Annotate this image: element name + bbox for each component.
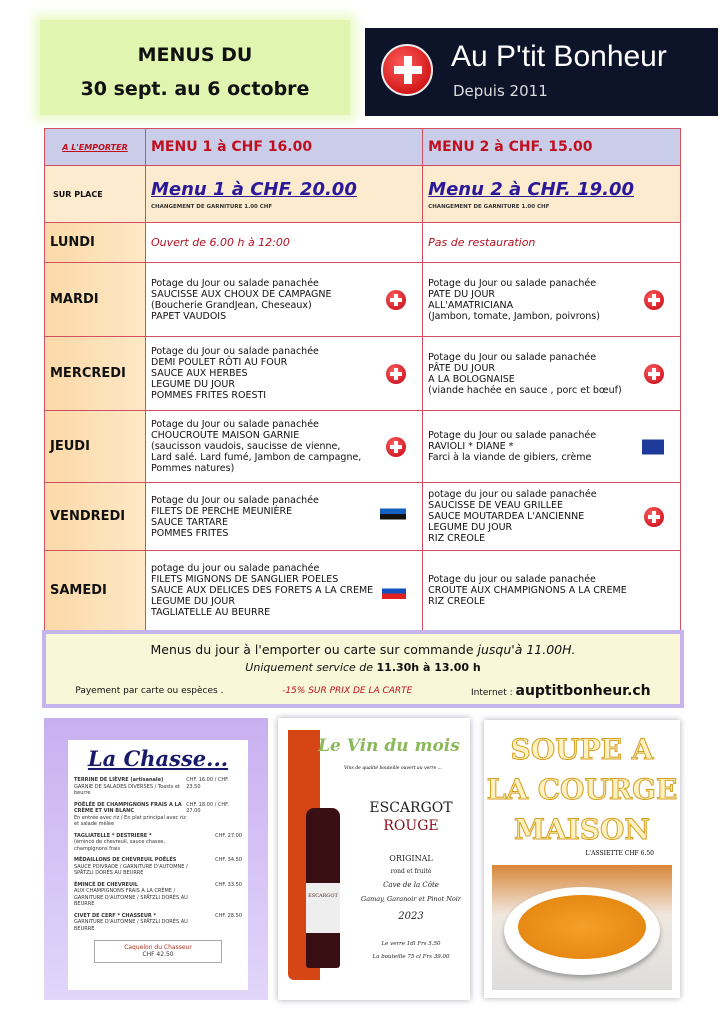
dish-line: Lard salé. Lard fumé, Jambon de campagne,: [151, 452, 362, 463]
chasse-item-name: POÊLÉE DE CHAMPIGNONS FRAIS A LA CRÈME ET VIN BLANC: [74, 801, 182, 814]
dish-line: RAVIOLI * DIANE *: [428, 441, 514, 452]
dish-line: (Boucherie GrandJean, Cheseaux): [151, 299, 312, 311]
header-dates: 30 sept. au 6 octobre: [80, 78, 310, 100]
chasse-item: [74, 802, 242, 828]
dish-line: TAGLIATELLE AU BEURRE: [151, 607, 271, 618]
menu2-cell: [423, 263, 681, 337]
day-label: VENDREDI: [45, 483, 146, 551]
garnish-change-note: CHANGEMENT DE GARNITURE 1.00 CHF: [428, 203, 550, 210]
wine-type: ORIGINAL: [389, 854, 433, 863]
menu-dates-header: [40, 20, 350, 115]
weekly-menu-table: [44, 128, 681, 631]
monday-menu1: Ouvert de 6.00 h à 12:00: [146, 223, 423, 263]
day-label: MERCREDI: [45, 337, 146, 411]
dish-line: Potage du Jour ou salade panachée: [428, 430, 597, 441]
wine-subtitle: Vins de qualité bouteille ouvert au verre ...: [344, 766, 442, 771]
chasse-item-name: TAGLIATELLE * DESTRIERE *: [74, 832, 152, 839]
dish-line: POMMES FRITES: [151, 527, 229, 539]
takeaway-menu1-price: MENU 1 à CHF 16.00: [146, 129, 423, 166]
discount-note: -15% SUR PRIX DE LA CARTE: [282, 686, 413, 696]
dish-line: SAUCISSE DE VEAU GRILLEE: [428, 500, 564, 511]
dish-line: Potage du Jour ou salade panachée: [151, 277, 319, 289]
payment-note: Payement par carte ou espèces .: [75, 686, 224, 696]
wine-name: ESCARGOT: [369, 800, 453, 816]
swiss-flag-icon: [386, 290, 406, 310]
website-link[interactable]: auptitbonheur.ch: [515, 683, 651, 699]
wine-taste: rond et fruité: [390, 868, 432, 875]
chasse-item: [74, 857, 242, 877]
service-note: Uniquement service de: [245, 661, 377, 674]
dish-line: potage du jour ou salade panachée: [428, 489, 597, 500]
dish-line: LEGUME DU JOUR: [151, 379, 235, 390]
dish-line: Potage du Jour ou salade panachée: [428, 351, 597, 363]
swiss-flag-icon: [386, 437, 406, 457]
dish-line: CROUTE AUX CHAMPIGNONS A LA CREME: [428, 585, 627, 596]
day-row: [45, 337, 681, 411]
dish-line: Pommes natures): [151, 463, 235, 474]
bottle-label: ESCARGOT: [306, 883, 340, 933]
dish-line: (Jambon, tomate, Jambon, poivrons): [428, 310, 600, 322]
day-row: [45, 551, 681, 631]
menu1-cell: [146, 411, 423, 483]
dine-in-menu1: [146, 166, 423, 223]
dish-line: (viande hachée en sauce , porc et bœuf): [428, 384, 622, 396]
dish-line: potage du jour ou salade panachée: [151, 563, 320, 574]
chasse-item-price: CHF. 34.50: [215, 857, 242, 863]
estonia-flag-icon: [380, 508, 406, 525]
wine-of-month-poster: [278, 718, 470, 1000]
dish-line: Potage du Jour ou salade panachée: [151, 494, 319, 506]
swiss-flag-icon: [644, 290, 664, 310]
dish-line: Potage du Jour ou salade panachée: [428, 277, 597, 289]
chasse-item: [74, 833, 242, 853]
swiss-cross-icon: [381, 44, 433, 96]
dine-in-menu2: [423, 166, 681, 223]
chasse-item-name: CIVET DE CERF * CHASSEUR *: [74, 912, 157, 919]
dish-line: Potage du Jour ou salade panachée: [151, 346, 319, 357]
menu2-cell: [423, 483, 681, 551]
day-row: [45, 483, 681, 551]
swiss-flag-icon: [386, 364, 406, 384]
restaurant-logo: [365, 28, 718, 116]
soup-price: L'ASSIETTE CHF 6.50: [585, 850, 654, 857]
dish-line: CHOUCROUTE MAISON GARNIE: [151, 430, 300, 441]
chasse-item: [74, 882, 242, 908]
soup-title-line: MAISON: [513, 813, 651, 846]
slovenia-flag-icon: [382, 583, 406, 599]
menu2-cell: [423, 411, 681, 483]
menu2-cell: [423, 551, 681, 631]
menu1-cell: [146, 483, 423, 551]
takeaway-note: Menus du jour à l'emporter ou carte sur commande: [150, 642, 478, 657]
menu1-cell: [146, 551, 423, 631]
dish-line: ALL'AMATRICIANA: [428, 299, 514, 311]
chasse-item: [74, 777, 242, 797]
chasse-item-price: CHF. 18.00 / CHF. 27.00: [186, 801, 229, 814]
chasse-item-price: CHF. 28.50: [215, 912, 242, 919]
chasse-item-desc: (émincé de chevreuil, sauce chasse, champignons frais: [74, 839, 165, 852]
dish-line: Farci à la viande de gibiers, crème: [428, 452, 592, 463]
dish-line: POMMES FRITES ROESTI: [151, 390, 267, 401]
wine-producer: Cave de la Côte: [383, 881, 439, 889]
dish-line: SAUCISSE AUX CHOUX DE CAMPAGNE: [151, 288, 332, 300]
chasse-item-name: ÉMINCÉ DE CHEVREUIL: [74, 881, 139, 888]
dish-line: SAUCE TARTARE: [151, 516, 228, 528]
garnish-change-note: CHANGEMENT DE GARNITURE 1.00 CHF: [151, 203, 273, 210]
soup-title-line: LA COURGE: [486, 773, 678, 806]
swiss-flag-icon: [644, 364, 664, 384]
dish-line: PATE DU JOUR: [428, 288, 496, 300]
wine-bottle-image: [306, 808, 340, 968]
wine-year: 2023: [398, 911, 424, 922]
wine-color: ROUGE: [383, 818, 439, 834]
takeaway-menu2-price: MENU 2 à CHF. 15.00: [423, 129, 681, 166]
dish-line: SAUCE MOUTARDEA L'ANCIENNE: [428, 511, 585, 522]
chasse-item: [74, 913, 242, 933]
wine-glass-price: Le verre 1dl Frs 5.50: [381, 941, 441, 947]
header-title: MENUS DU: [137, 44, 253, 66]
dish-line: SAUCE AUX DELICES DES FORETS A LA CREME: [151, 585, 374, 596]
dish-line: SAUCE AUX HERBES: [151, 368, 248, 379]
eu-flag-icon: [642, 439, 664, 454]
caquelon-price: CHF 42.50: [142, 950, 174, 958]
pumpkin-soup-poster: [484, 720, 680, 998]
dish-line: Potage du jour ou salade panachée: [428, 574, 596, 585]
dine-in-menu1-price: Menu 1 à CHF. 20.00: [151, 178, 357, 200]
info-banner: [42, 630, 684, 708]
day-row: [45, 263, 681, 337]
chasse-item-desc: GARNITURE D'AUTOMNE / SPÄTZLI DORÉS AU BEURRE: [74, 919, 188, 932]
dish-line: LEGUME DU JOUR: [151, 596, 235, 607]
wine-title: Le Vin du mois: [318, 736, 460, 756]
day-label: SAMEDI: [45, 551, 146, 631]
monday-menu2: Pas de restauration: [423, 223, 681, 263]
dine-in-menu2-price: Menu 2 à CHF. 19.00: [428, 178, 635, 200]
day-label: LUNDI: [45, 223, 146, 263]
soup-bowl-image: [492, 865, 672, 990]
menu2-cell: [423, 337, 681, 411]
internet-label: Internet :: [471, 688, 516, 698]
dish-line: DEMI POULET RÔTI AU FOUR: [151, 357, 288, 368]
dish-line: RIZ CREOLE: [428, 533, 486, 544]
service-hours: 11.30h à 13.00 h: [376, 661, 481, 674]
chasse-item-desc: AUX CHAMPIGNONS FRAIS A LA CRÈME / GARNITURE D'AUTOMNE / SPÄTZLI DORÉS AU BEURRE: [74, 888, 188, 907]
day-row: [45, 411, 681, 483]
chasse-menu-poster: [44, 718, 268, 1000]
order-deadline: jusqu'à 11.00H.: [477, 642, 576, 657]
chasse-title: La Chasse...: [87, 746, 229, 771]
menu1-cell: [146, 337, 423, 411]
swiss-flag-icon: [644, 507, 664, 527]
chasse-item-price: CHF. 16.00 / CHF. 23.50: [186, 777, 229, 790]
dish-line: PAPET VAUDOIS: [151, 310, 227, 322]
menu1-cell: [146, 263, 423, 337]
dish-line: FILETS MIGNONS DE SANGLIER POELES: [151, 574, 339, 585]
day-label: JEUDI: [45, 411, 146, 483]
dish-line: LEGUME DU JOUR: [428, 522, 513, 533]
dish-line: PÂTE DU JOUR: [428, 362, 496, 374]
day-label: MARDI: [45, 263, 146, 337]
chasse-item-name: MÉDAILLONS DE CHEVREUIL POÊLÉS: [74, 857, 177, 863]
soup-title-line: SOUPE A: [510, 733, 654, 766]
chasse-item-desc: GARNIE DE SALADES DIVERSES / Toasts et beurre: [74, 783, 180, 796]
dish-line: RIZ CREOLE: [428, 596, 486, 607]
dish-line: A LA BOLOGNAISE: [428, 373, 515, 385]
dish-line: FILETS DE PERCHE MEUNIÈRE: [151, 505, 293, 517]
dish-line: (saucisson vaudois, saucisse de vienne,: [151, 441, 341, 452]
chasse-item-name: TERRINE DE LIÈVRE (artisanale): [74, 777, 164, 783]
chasse-item-desc: En entrée avec riz / En plat principal avec riz et salade mêlée: [74, 814, 186, 827]
wine-bottle-price: La bouteille 75 cl Frs 39.00: [372, 954, 450, 960]
caquelon-box: [94, 940, 222, 963]
chasse-item-price: CHF. 27.00: [215, 832, 242, 839]
chasse-item-price: CHF. 33.50: [215, 881, 242, 888]
restaurant-name: Au P'tit Bonheur: [451, 40, 667, 73]
caquelon-title: Caquelon du Chasseur: [124, 944, 192, 951]
wine-grapes: Gamay, Garanoir et Pinot Noir: [361, 895, 461, 903]
dine-in-label: SUR PLACE: [45, 166, 146, 223]
takeaway-label: A L'EMPORTER: [45, 129, 146, 166]
restaurant-since: Depuis 2011: [453, 82, 548, 100]
chasse-item-desc: SAUCE POIVRADE / GARNITURE D'AUTOMNE / SPÄTZLI DORÉS AU BEURRE: [74, 863, 188, 876]
dish-line: Potage du Jour ou salade panachée: [151, 419, 319, 430]
